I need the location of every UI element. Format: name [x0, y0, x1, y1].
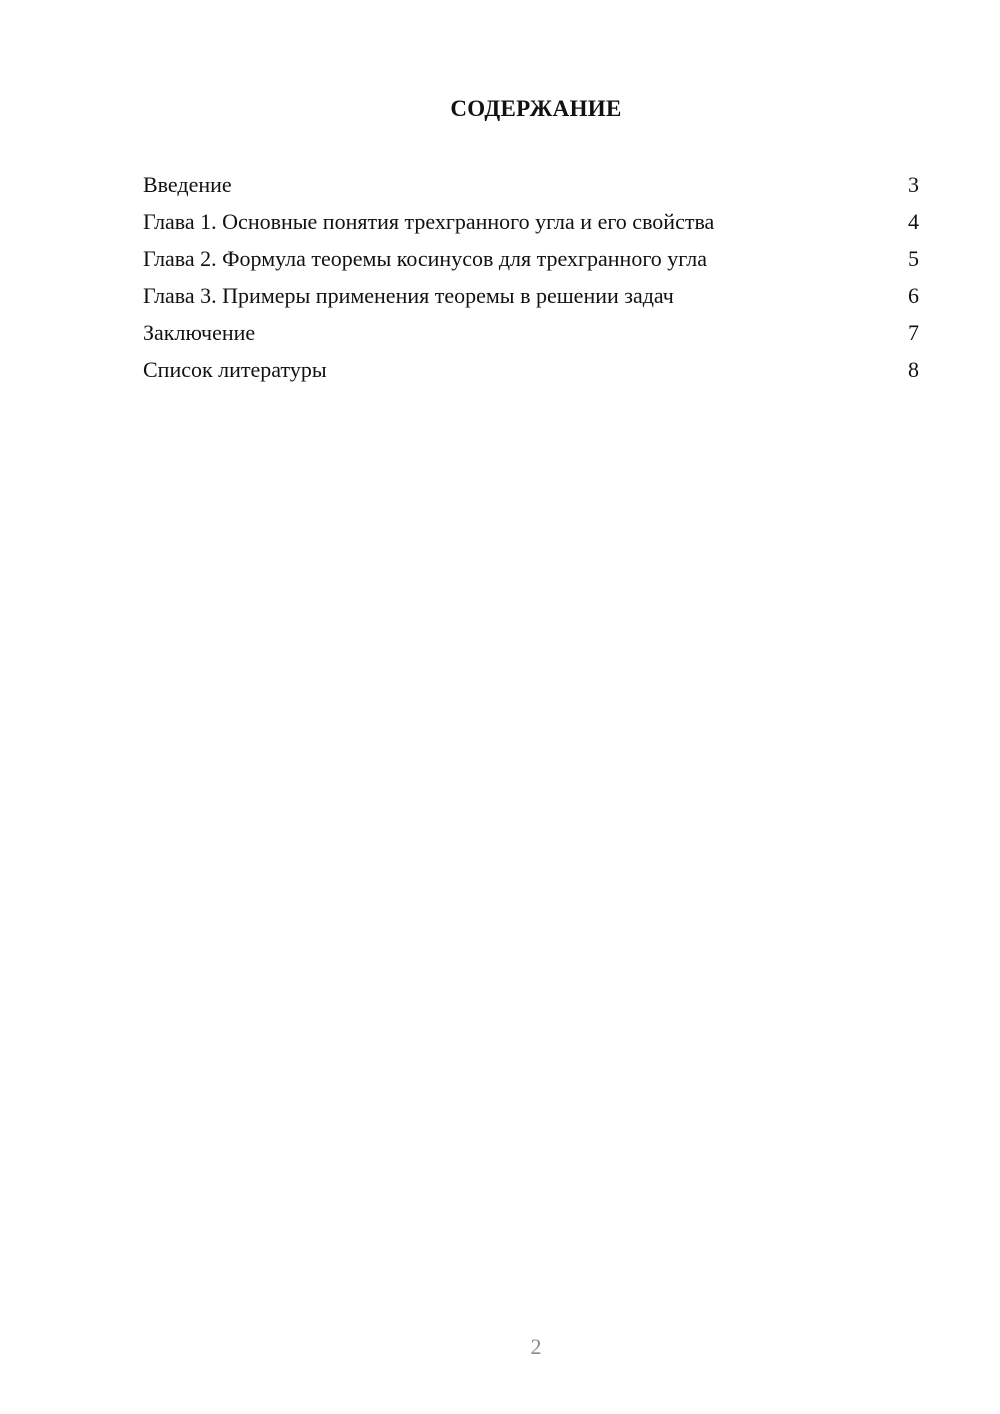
toc-entry-page-number: 6 [908, 283, 919, 308]
toc-entry-page-number: 7 [908, 320, 919, 345]
toc-entry-title: Глава 3. Примеры применения теоремы в решении задач [143, 283, 674, 308]
page-number: 2 [530, 1334, 542, 1359]
toc-entry-title: Глава 2. Формула теоремы косинусов для трехгранного угла [143, 246, 707, 271]
toc-entry-title: Глава 1. Основные понятия трехгранного угла и его свойства [143, 209, 715, 234]
toc-entry-title: Введение [143, 172, 232, 197]
toc-entry-title: Заключение [143, 320, 256, 345]
toc-entry-references[interactable] [143, 354, 919, 391]
toc-entry-introduction[interactable] [143, 169, 919, 206]
toc-entry-page-number: 4 [908, 209, 919, 234]
toc-entry-title: Список литературы [143, 357, 327, 382]
toc-entry-chapter-3[interactable] [143, 280, 919, 317]
toc-entry-page-number: 5 [908, 246, 919, 271]
toc-heading: СОДЕРЖАНИЕ [450, 96, 622, 121]
toc-entry-chapter-1[interactable] [143, 206, 919, 243]
toc-entry-page-number: 3 [908, 172, 919, 197]
toc-entry-page-number: 8 [908, 357, 919, 382]
table-of-contents [143, 169, 919, 391]
toc-entry-chapter-2[interactable] [143, 243, 919, 280]
toc-entry-conclusion[interactable] [143, 317, 919, 354]
